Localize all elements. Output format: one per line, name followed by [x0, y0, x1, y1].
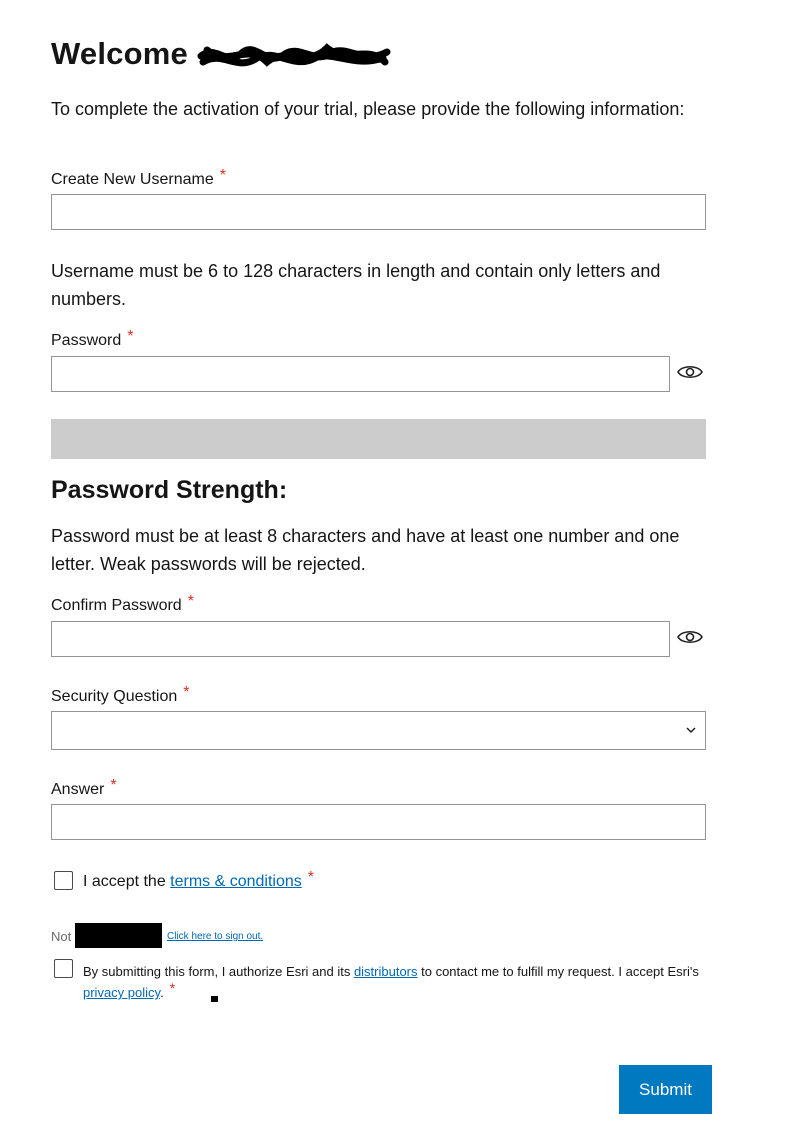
- consent-text-part3: .: [160, 985, 164, 1000]
- password-strength-bar: [51, 419, 706, 459]
- username-hint: Username must be 6 to 128 characters in length and contain only letters and numbers.: [51, 261, 661, 309]
- consent-checkbox[interactable]: [54, 959, 73, 978]
- distributors-link[interactable]: distributors: [353, 964, 418, 979]
- terms-link[interactable]: terms & conditions: [170, 873, 302, 890]
- page-title: Welcome: [51, 36, 188, 71]
- privacy-policy-link[interactable]: privacy policy: [83, 985, 161, 1000]
- password-strength-heading: Password Strength:: [51, 476, 288, 504]
- username-label: [51, 167, 226, 190]
- terms-prefix: I accept the: [83, 873, 171, 890]
- small-redaction-mark: [211, 996, 218, 1002]
- intro-text: To complete the activation of your trial, please provide the following information:: [51, 99, 685, 119]
- chevron-down-icon: [685, 725, 697, 735]
- required-asterisk: *: [219, 167, 226, 184]
- password-label: [51, 328, 134, 351]
- required-asterisk: *: [169, 980, 176, 996]
- answer-label: [51, 777, 117, 800]
- eye-icon[interactable]: [677, 363, 703, 381]
- password-rules-hint: Password must be at least 8 characters and have at least one number and one letter. Weak passwords will be rejected.: [51, 526, 680, 574]
- confirm-password-input[interactable]: [51, 621, 670, 657]
- required-asterisk: *: [183, 684, 190, 701]
- required-asterisk: *: [127, 328, 134, 345]
- username-input[interactable]: [51, 194, 706, 230]
- consent-text-part2: to contact me to fulfill my request. I accept Esri's: [417, 964, 699, 979]
- answer-input[interactable]: [51, 804, 706, 840]
- password-label-text: Password: [51, 332, 122, 349]
- eye-icon[interactable]: [677, 628, 703, 646]
- security-question-label: [51, 684, 190, 707]
- confirm-password-label-text: Confirm Password: [51, 597, 182, 614]
- redacted-name-scribble: [197, 38, 392, 76]
- password-input[interactable]: [51, 356, 670, 392]
- required-asterisk: *: [307, 869, 315, 886]
- terms-checkbox[interactable]: [54, 871, 73, 890]
- security-question-select[interactable]: [51, 711, 706, 750]
- answer-label-text: Answer: [51, 781, 105, 798]
- required-asterisk: *: [110, 777, 117, 794]
- terms-text: [83, 869, 315, 891]
- redacted-username: [75, 923, 162, 948]
- not-user-prefix: Not: [51, 929, 72, 944]
- consent-text: [83, 961, 713, 1003]
- required-asterisk: *: [187, 593, 194, 610]
- submit-button[interactable]: Submit: [619, 1065, 712, 1114]
- consent-text-part1: By submitting this form, I authorize Esri and its: [83, 964, 354, 979]
- confirm-password-label: [51, 593, 194, 616]
- username-label-text: Create New Username: [51, 171, 214, 188]
- security-question-label-text: Security Question: [51, 688, 178, 705]
- sign-out-link[interactable]: Click here to sign out.: [167, 931, 264, 942]
